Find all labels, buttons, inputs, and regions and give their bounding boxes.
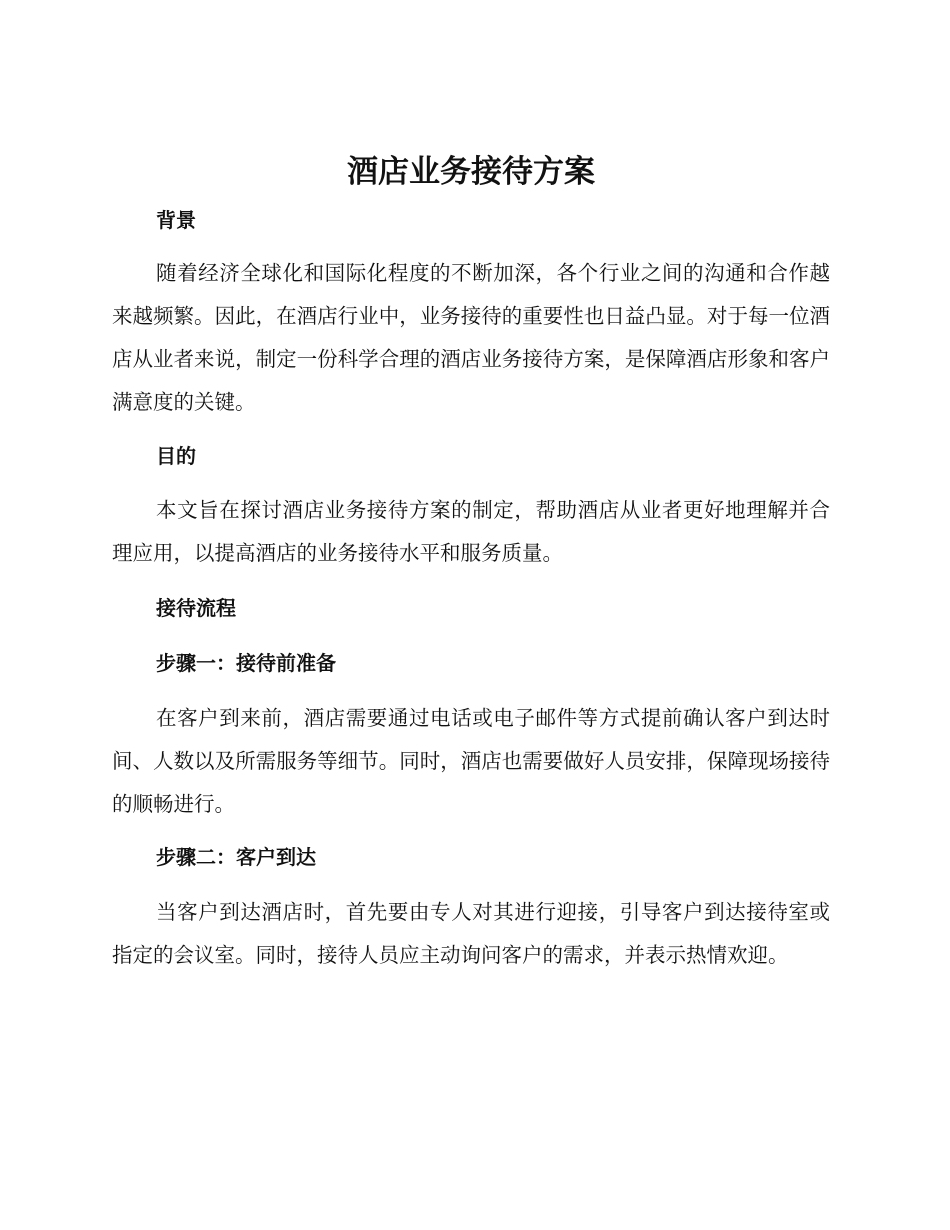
section-paragraph-background: 随着经济全球化和国际化程度的不断加深，各个行业之间的沟通和合作越来越频繁。因此，在酒店行业中，业务接待的重要性也日益凸显。对于每一位酒店从业者来说，制定一份科学合理的酒店业务接待方案，是保障酒店形象和客户满意度的关键。	[112, 261, 830, 414]
section-paragraph-purpose: 本文旨在探讨酒店业务接待方案的制定，帮助酒店从业者更好地理解并合理应用，以提高酒店的业务接待水平和服务质量。	[112, 498, 830, 565]
section-heading-step2: 步骤二：客户到达	[156, 845, 316, 869]
section-heading-background: 背景	[156, 208, 196, 232]
section-heading-process: 接待流程	[156, 596, 236, 620]
section-paragraph-step1: 在客户到来前，酒店需要通过电话或电子邮件等方式提前确认客户到达时间、人数以及所需服务等细节。同时，酒店也需要做好人员安排，保障现场接待的顺畅进行。	[112, 706, 830, 816]
section-paragraph-step2: 当客户到达酒店时，首先要由专人对其进行迎接，引导客户到达接待室或指定的会议室。同时，接待人员应主动询问客户的需求，并表示热情欢迎。	[112, 900, 830, 967]
section-heading-step1: 步骤一：接待前准备	[156, 651, 336, 675]
section-heading-purpose: 目的	[156, 444, 196, 468]
document-title: 酒店业务接待方案	[347, 154, 595, 190]
